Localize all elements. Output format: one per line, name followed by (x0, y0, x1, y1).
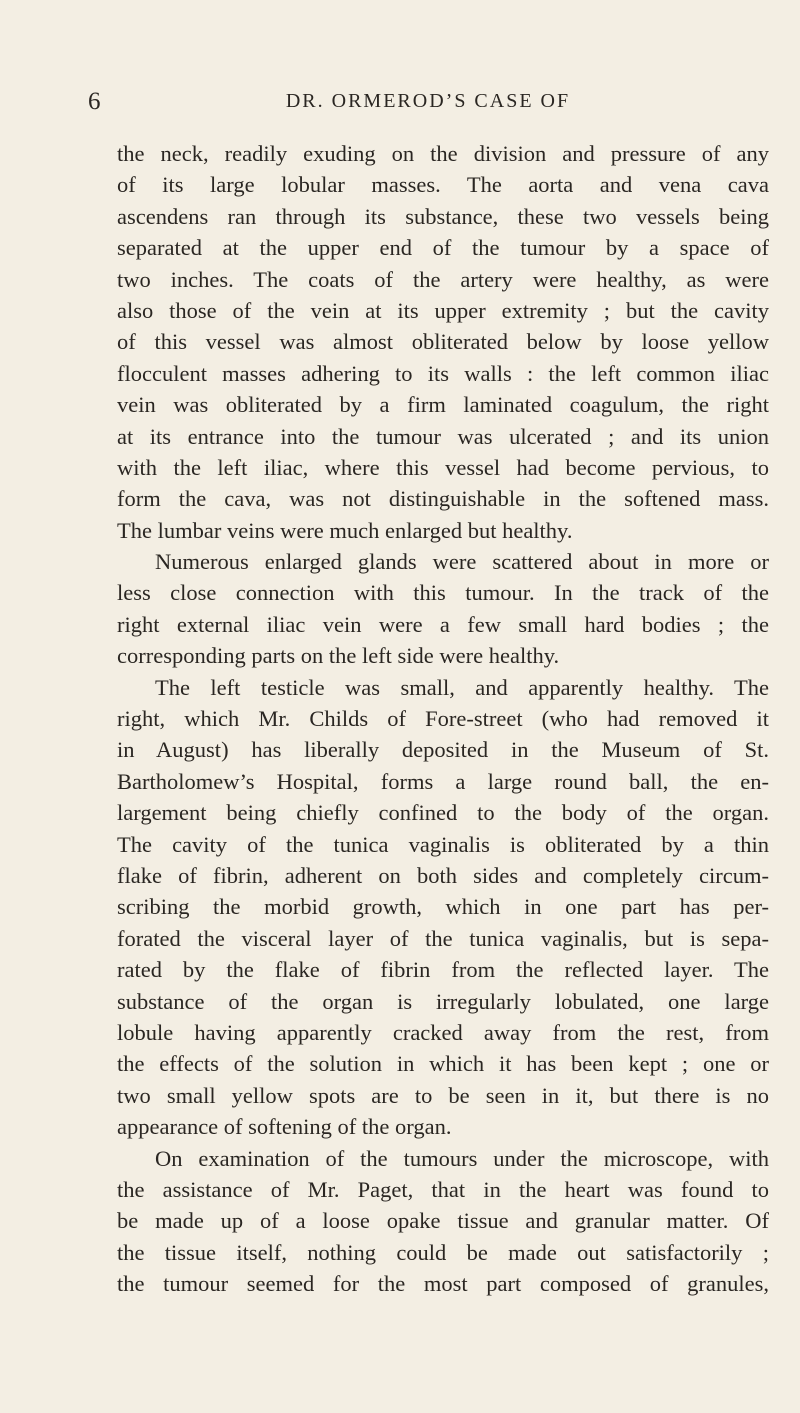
text-line: ascendens ran through its substance, these two vessels being (117, 203, 769, 229)
text-line: less close connection with this tumour. In the track of the (117, 580, 769, 606)
text-line: the neck, readily exuding on the division and pressure of any (117, 141, 769, 166)
text-line: forated the visceral layer of the tunica vaginalis, but is sepa- (117, 925, 769, 951)
text-line: rated by the flake of fibrin from the reflected layer. The (117, 957, 769, 983)
text-line: the tumour seemed for the most part composed of granules, (117, 1271, 769, 1297)
text-line: at its entrance into the tumour was ulcerated ; and its union (117, 423, 769, 449)
text-line: two inches. The coats of the artery were healthy, as were (117, 266, 769, 292)
text-line: the tissue itself, nothing could be made out satisfactorily ; (117, 1239, 769, 1265)
page-number: 6 (88, 88, 101, 115)
text-line: corresponding parts on the left side were healthy. (117, 643, 560, 669)
text-line: the effects of the solution in which it has been kept ; one or (117, 1051, 769, 1077)
text-line: separated at the upper end of the tumour by a space of (117, 235, 769, 261)
text-line: be made up of a loose opake tissue and granular matter. Of (117, 1208, 769, 1234)
text-line: Numerous enlarged glands were scattered about in more or (155, 549, 769, 575)
text-line: of this vessel was almost obliterated below by loose yellow (117, 329, 769, 355)
text-line: scribing the morbid growth, which in one part has per- (117, 894, 769, 920)
text-line: vein was obliterated by a firm laminated coagulum, the right (117, 392, 769, 418)
running-head (88, 88, 768, 118)
text-line: The left testicle was small, and apparently healthy. The (155, 674, 769, 700)
text-line: largement being chiefly confined to the body of the organ. (117, 800, 769, 826)
text-line: Bartholomew’s Hospital, forms a large round ball, the en- (117, 768, 769, 794)
text-line: in August) has liberally deposited in the Museum of St. (117, 737, 769, 763)
text-line: right external iliac vein were a few small hard bodies ; the (117, 611, 769, 637)
text-line: also those of the vein at its upper extremity ; but the cavity (117, 297, 769, 323)
text-line: of its large lobular masses. The aorta and vena cava (117, 172, 769, 198)
text-line: The cavity of the tunica vaginalis is obliterated by a thin (117, 831, 769, 857)
text-line: lobule having apparently cracked away from the rest, from (117, 1019, 769, 1045)
text-line: flocculent masses adhering to its walls : the left common iliac (117, 360, 769, 386)
text-line: two small yellow spots are to be seen in it, but there is no (117, 1082, 769, 1108)
text-line: flake of fibrin, adherent on both sides and completely circum- (117, 862, 769, 888)
text-line: substance of the organ is irregularly lobulated, one large (117, 988, 769, 1014)
text-line: The lumbar veins were much enlarged but healthy. (117, 517, 573, 543)
text-line: right, which Mr. Childs of Fore-street (who had removed it (117, 706, 769, 732)
running-title: DR. ORMEROD’S CASE OF (285, 90, 571, 112)
text-line: with the left iliac, where this vessel had become pervious, to (117, 454, 769, 480)
text-line: form the cava, was not distinguishable in the softened mass. (117, 486, 769, 512)
text-line: appearance of softening of the organ. (117, 1114, 452, 1140)
text-line: the assistance of Mr. Paget, that in the heart was found to (117, 1176, 769, 1202)
text-line: On examination of the tumours under the microscope, with (155, 1145, 769, 1171)
body-text (117, 138, 769, 1299)
